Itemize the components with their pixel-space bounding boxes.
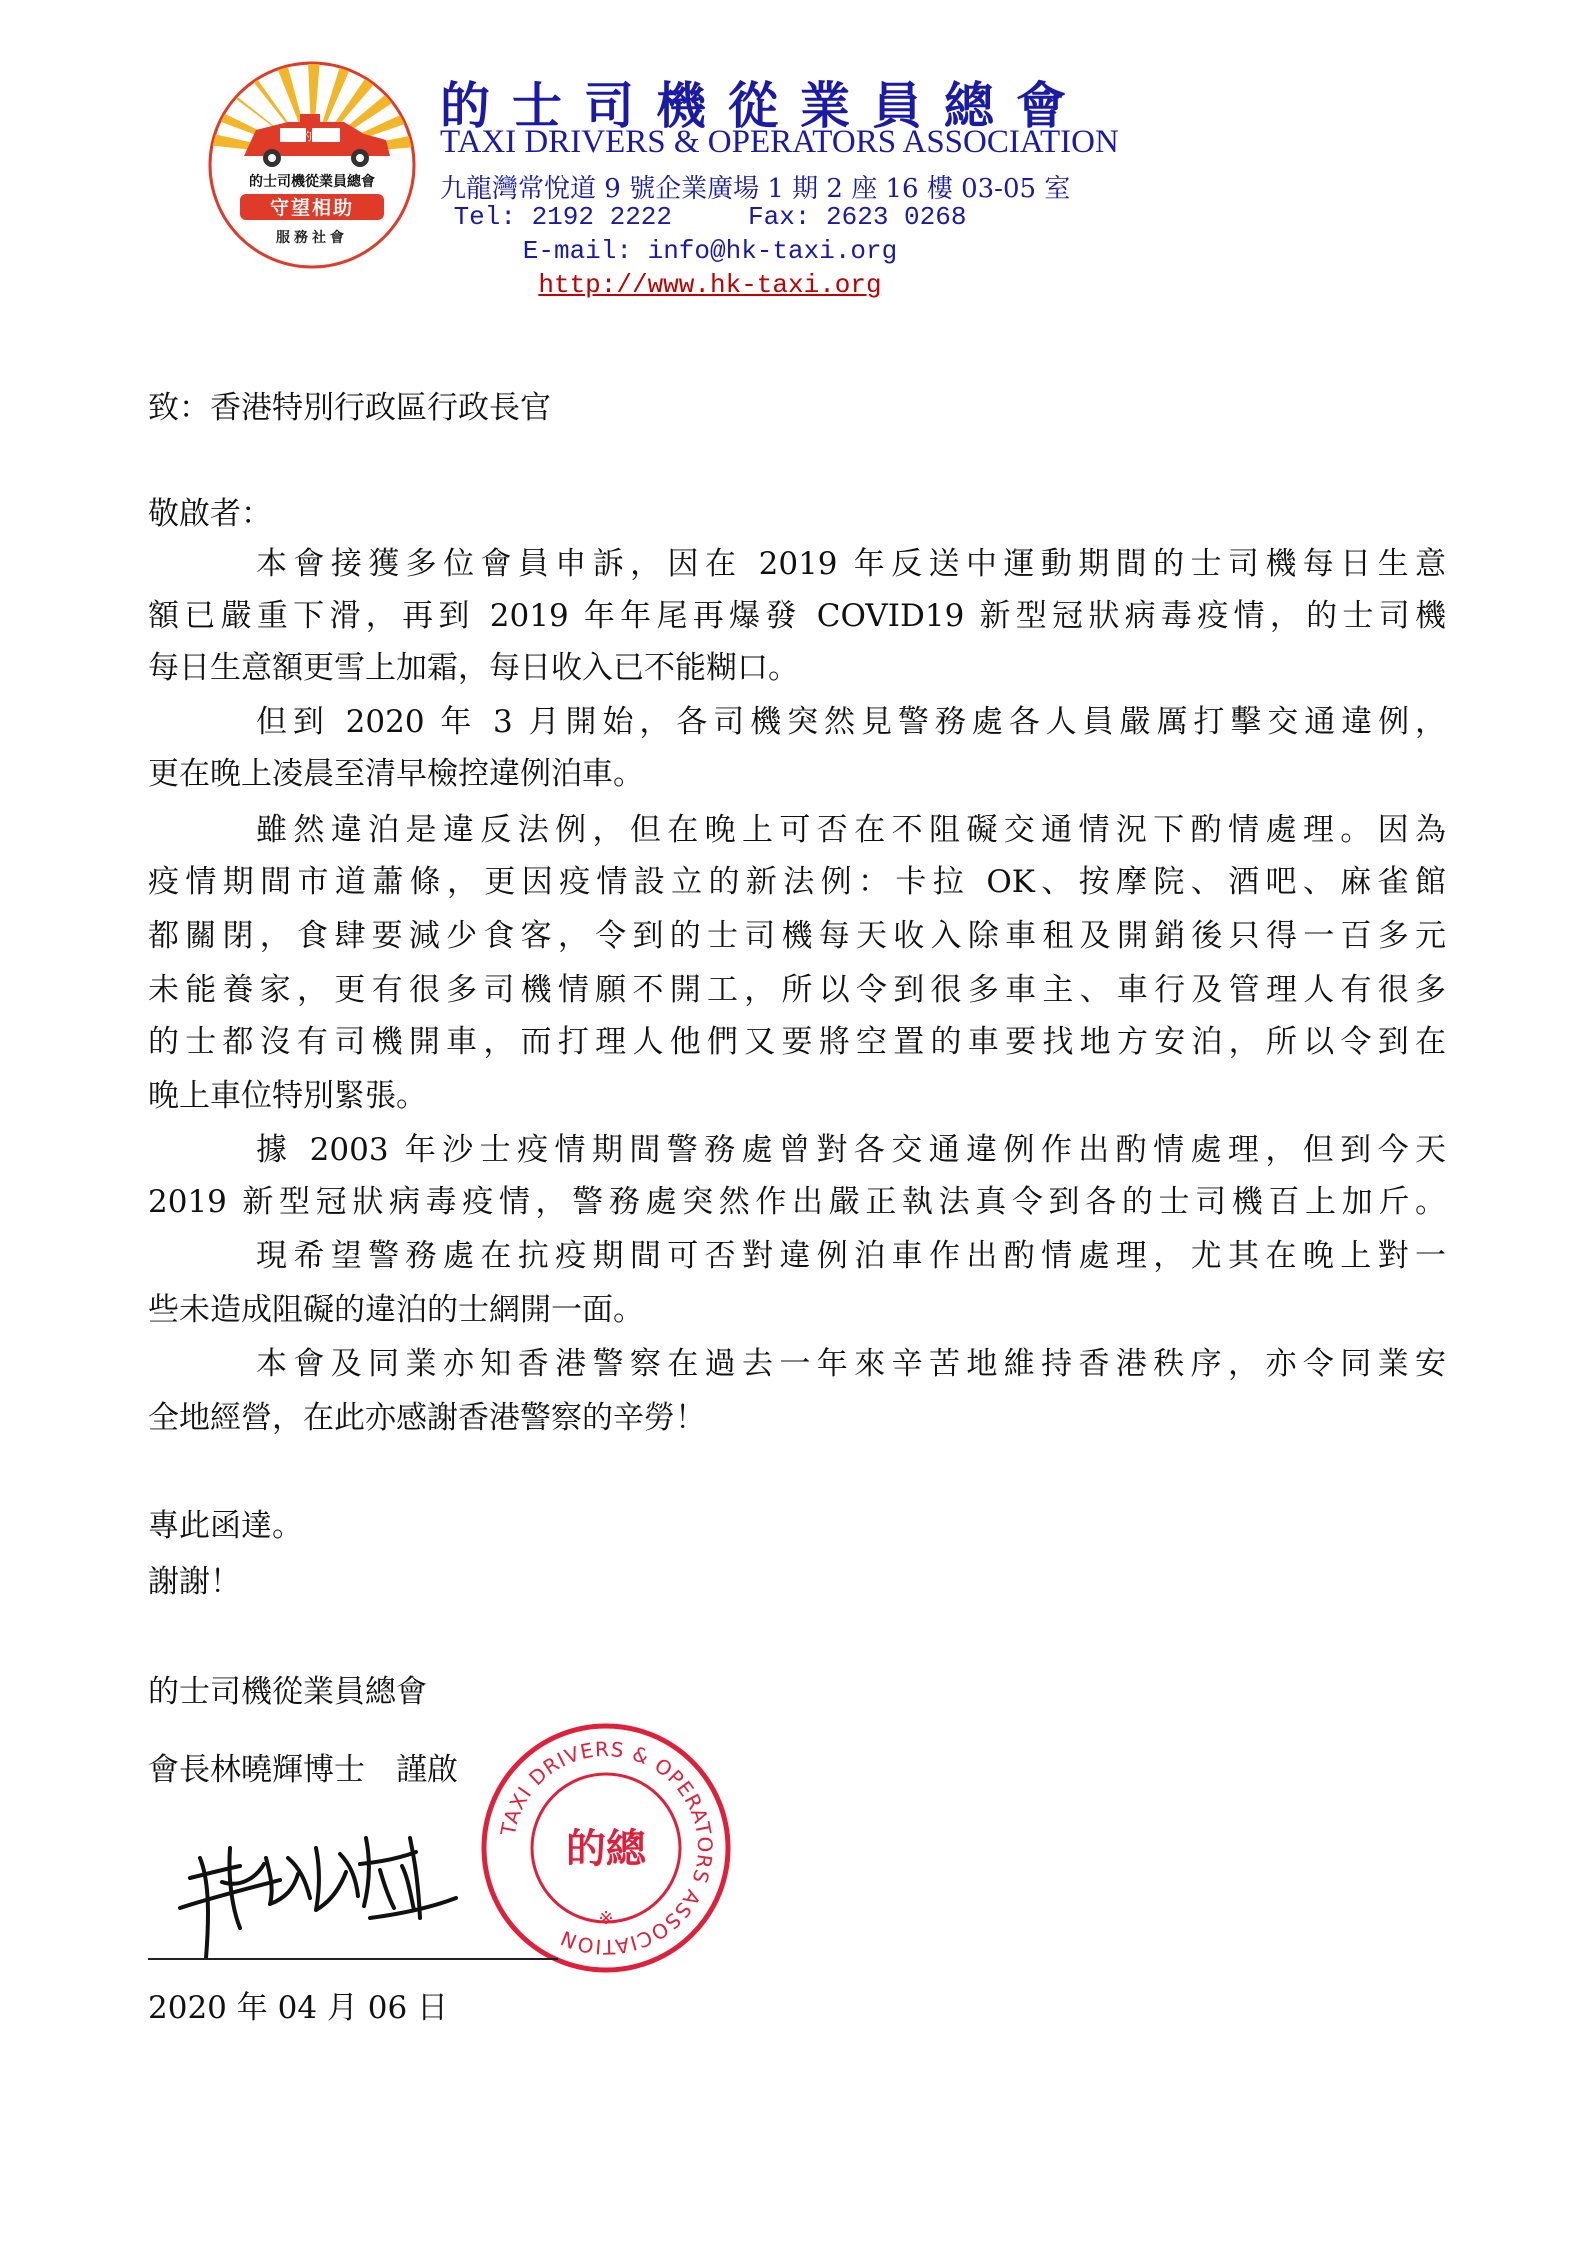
- org-website-link[interactable]: http://www.hk-taxi.org: [538, 270, 882, 300]
- thanks-line: 謝謝！: [148, 1564, 241, 1600]
- org-tel: Tel: 2192 2222: [453, 202, 672, 232]
- paragraph-line: 晚上車位特別緊張。: [148, 1078, 427, 1114]
- paragraph-line: 額已嚴重下滑，再到 2019 年年尾再爆發 COVID19 新型冠狀病毒疫情，的士司機: [148, 598, 1446, 634]
- association-seal-stamp: [478, 1720, 734, 1976]
- signatory-name: 會長林曉輝博士 謹啟: [148, 1752, 458, 1788]
- logo-text-middle: 的士司機從業員總會: [249, 174, 375, 190]
- org-name-chinese: 的士司機從業員總會: [440, 76, 1088, 135]
- seal-center-text: 的總: [566, 1826, 646, 1872]
- handwritten-signature: [170, 1818, 470, 1968]
- paragraph-line: 本會及同業亦知香港警察在過去一年來辛苦地維持香港秩序，亦令同業安: [256, 1346, 1446, 1382]
- paragraph-line: 全地經營，在此亦感謝香港警察的辛勞！: [148, 1400, 706, 1436]
- paragraph-line: 些未造成阻礙的違泊的士網開一面。: [148, 1292, 644, 1328]
- org-email: E-mail: info@hk-taxi.org: [522, 236, 898, 266]
- paragraph-line: 雖然違泊是違反法例，但在晚上可否在不阻礙交通情況下酌情處理。因為: [256, 812, 1446, 848]
- paragraph-line: 更在晚上凌晨至清早檢控違例泊車。: [148, 756, 644, 792]
- letter-date: 2020 年 04 月 06 日: [148, 1990, 449, 2026]
- seal-mark: ※: [598, 1908, 614, 1929]
- org-fax: Fax: 2623 0268: [748, 202, 967, 232]
- logo-text-top: 的總: [301, 130, 323, 143]
- paragraph-line: 未能養家，更有很多司機情願不開工，所以令到很多車主、車行及管理人有很多: [148, 972, 1446, 1008]
- paragraph-line: 的士都沒有司機開車，而打理人他們又要將空置的車要找地方安泊，所以令到在: [148, 1024, 1446, 1060]
- org-name-english: TAXI DRIVERS & OPERATORS ASSOCIATION: [440, 124, 1119, 160]
- seal-ring-text-path: TAXI DRIVERS & OPERATORS ASSOCIATION: [495, 1736, 718, 1960]
- signature-line-divider: [148, 1958, 558, 1960]
- paragraph-line: 都關閉，食肆要減少食客，令到的士司機每天收入除車租及開銷後只得一百多元: [148, 918, 1446, 954]
- closing-line: 專此函達。: [148, 1508, 303, 1544]
- paragraph-line: 現希望警務處在抗疫期間可否對違例泊車作出酌情處理，尤其在晚上對一: [256, 1238, 1446, 1274]
- org-address: 九龍灣常悅道 9 號企業廣場 1 期 2 座 16 樓 03-05 室: [440, 174, 1071, 204]
- paragraph-line: 據 2003 年沙士疫情期間警務處曾對各交通違例作出酌情處理，但到今天: [256, 1132, 1446, 1168]
- org-phone-fax: [440, 202, 980, 232]
- logo-text-bottom: 服務社會: [276, 230, 348, 246]
- paragraph-line: 疫情期間市道蕭條，更因疫情設立的新法例：卡拉 OK、按摩院、酒吧、麻雀館: [148, 864, 1446, 900]
- salutation: 敬啟者：: [148, 496, 272, 532]
- paragraph-line: 每日生意額更雪上加霜，每日收入已不能糊口。: [148, 650, 799, 686]
- paragraph-line: 本會接獲多位會員申訴，因在 2019 年反送中運動期間的士司機每日生意: [256, 546, 1446, 582]
- recipient-line: 致：香港特別行政區行政長官: [148, 390, 551, 426]
- signatory-organization: 的士司機從業員總會: [148, 1674, 427, 1710]
- paragraph-line: 但到 2020 年 3 月開始，各司機突然見警務處各人員嚴厲打擊交通違例，: [256, 704, 1446, 740]
- logo-text-banner: 守望相助: [269, 197, 355, 219]
- paragraph-line: 2019 新型冠狀病毒疫情，警務處突然作出嚴正執法真令到各的士司機百上加斤。: [148, 1184, 1446, 1220]
- association-logo: [196, 60, 428, 270]
